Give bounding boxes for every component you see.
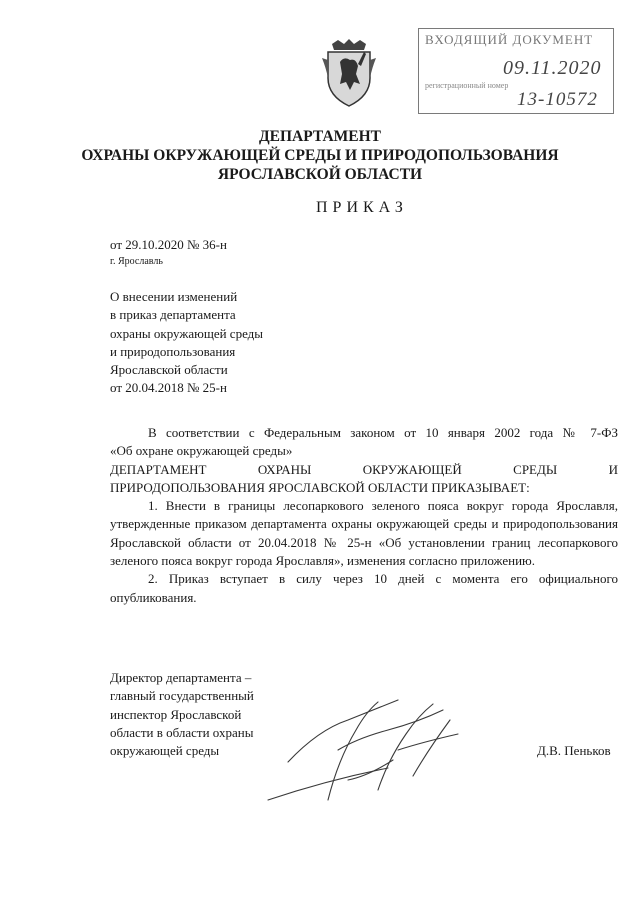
stamp-number: 13-10572 — [517, 89, 598, 110]
signatory-title-line: окружающей среды — [110, 743, 220, 759]
subject-line: Ярославской области — [110, 362, 228, 378]
signatory-title-line: области в области охраны — [110, 724, 254, 740]
registration-stamp — [418, 28, 614, 114]
subject-line: в приказ департамента — [110, 307, 236, 323]
doc-type: ПРИКАЗ — [316, 199, 408, 216]
org-line-2: ОХРАНЫ ОКРУЖАЮЩЕЙ СРЕДЫ И ПРИРОДОПОЛЬЗОВАНИЯ — [81, 147, 559, 164]
decree-line-1: ДЕПАРТАМЕНТ ОХРАНЫ ОКРУЖАЮЩЕЙ СРЕДЫ И — [110, 461, 618, 477]
order-body — [110, 424, 618, 607]
order-item-2: 2. Приказ вступает в силу через 10 дней с момента его официального опубликования. — [110, 571, 618, 605]
preamble-line-1: В соответствии с Федеральным законом от 10 января 2002 года № 7-ФЗ — [148, 425, 618, 440]
order-item-1: 1. Внести в границы лесопаркового зеленого пояса вокруг города Ярославля, утвержденные приказом департамента охраны окружающей среды и природопользования Ярославской области от 20.04.2018 № 25-н «Об установлении границ лесопаркового зеленого пояса вокруг города Ярославля», изменения согласно приложению. — [110, 498, 618, 569]
handwritten-signature — [228, 690, 488, 810]
city: г. Ярославль — [110, 256, 163, 267]
stamp-caption: регистрационный номер — [425, 81, 509, 90]
signatory-title-line: главный государственный — [110, 688, 254, 704]
org-line-3: ЯРОСЛАВСКОЙ ОБЛАСТИ — [217, 166, 423, 183]
stamp-header: ВХОДЯЩИЙ ДОКУМЕНТ — [425, 32, 594, 47]
signatory-name: Д.В. Пеньков — [537, 743, 611, 758]
signatory-title-line: инспектор Ярославской — [110, 706, 242, 722]
subject-line: охраны окружающей среды — [110, 325, 264, 341]
stamp-date: 09.11.2020 — [503, 57, 602, 79]
decree-line-2: ПРИРОДОПОЛЬЗОВАНИЯ ЯРОСЛАВСКОЙ ОБЛАСТИ ПРИКАЗЫВАЕТ: — [110, 479, 530, 495]
preamble-line-2: «Об охране окружающей среды» — [110, 443, 293, 459]
order-date-number: от 29.10.2020 № 36-н — [110, 237, 227, 252]
subject-line: О внесении изменений — [110, 289, 238, 304]
org-line-1: ДЕПАРТАМЕНТ — [258, 128, 382, 145]
subject-line: от 20.04.2018 № 25-н — [110, 380, 227, 396]
coat-of-arms-icon — [318, 38, 380, 108]
subject-line: и природопользования — [110, 343, 236, 359]
signatory-title-line: Директор департамента – — [110, 670, 252, 685]
order-subject — [110, 288, 310, 398]
